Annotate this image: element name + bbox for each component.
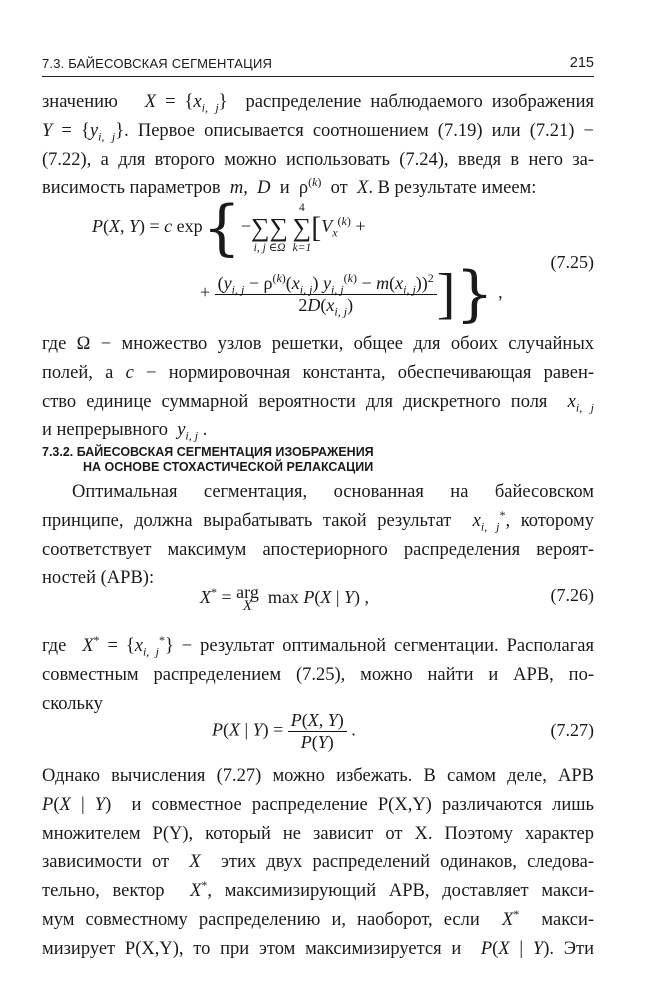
paragraph-2: где Ω − множество узлов решетки, общее для обоих случайных полей, а c − нормировочная константа, обеспечивающая равен- ство единице суммарной вероятности для дискретного поля $x_{i, j}$ и непрерывного $y_{i, j}$ .: [42, 334, 595, 444]
equation-7-27: P(X | Y) = $\frac{P(X, Y)}{P(Y)}$ .: [212, 710, 356, 752]
equation-number-7-25: (7.25): [550, 252, 594, 272]
paragraph-1: значению $X = \{x_{i, j}\}$ распределение наблюдаемого изображения $Y = \{y_{i, j}\}$. Первое описывается соотношением (7.19) или (7.21) − (7.22), а для второго можно использовать (7.24), введя в него за- висимость параметров m, D и $\rho^{(k)}$ от X. В результате имеем:: [42, 92, 594, 199]
running-header: [42, 56, 594, 77]
equation-7-25-line1: P(X, Y) = c exp{− ∑∑ i, j ∈Ω 4 ∑ k=1 [$V_x^{(k)}$ +: [92, 193, 366, 263]
section-heading: 7.3.2. БАЙЕСОВСКАЯ СЕГМЕНТАЦИЯ ИЗОБРАЖЕНИЯ НА ОСНОВЕ СТОХАСТИЧЕСКОЙ РЕЛАКСАЦИИ: [42, 445, 374, 474]
equation-7-25-line2: + $\frac{(y_{i, j} - \rho^{(k)}(x_{i, j}) y_{i, j}^{(k)} - m(x_{i, j}))^2}{2D(x_{i, j})}$ ]} ,: [200, 259, 503, 329]
page-number: 215: [569, 55, 594, 71]
paragraph-5: Однако вычисления (7.27) можно избежать. В самом деле, АРВ P(X | Y) и совместное распределение P(X,Y) различаются лишь множителем P(Y), который не зависит от X. Поэтому характер зависимости от X этих двух распределений одинаков, следова- тельно, вектор X*, максимизирующий АРВ, доставляет макси- мум совместному распределению и, наоборот, если X* макси- мизирует P(X,Y), то при этом максимизируется и P(X | Y). Эти: [42, 766, 595, 959]
section-title-header: 7.3. БАЙЕСОВСКАЯ СЕГМЕНТАЦИЯ: [42, 56, 273, 71]
paragraph-4: где $X^* = \{x_{i, j}^*\}$ − результат оптимальной сегментации. Располагая совместным распределением (7.25), можно найти и АРВ, по- скольку: [42, 632, 595, 714]
equation-7-26: X* = arg X max P(X | Y) ,: [200, 582, 369, 614]
equation-number-7-26: (7.26): [550, 585, 594, 605]
equation-number-7-27: (7.27): [550, 720, 594, 740]
paragraph-3: Оптимальная сегментация, основанная на байесовском принципе, должна вырабатывать такой результат $x_{i, j}^*$, которому соответствует максимум апостериорного распределения вероят- ностей (АРВ):: [42, 482, 595, 589]
